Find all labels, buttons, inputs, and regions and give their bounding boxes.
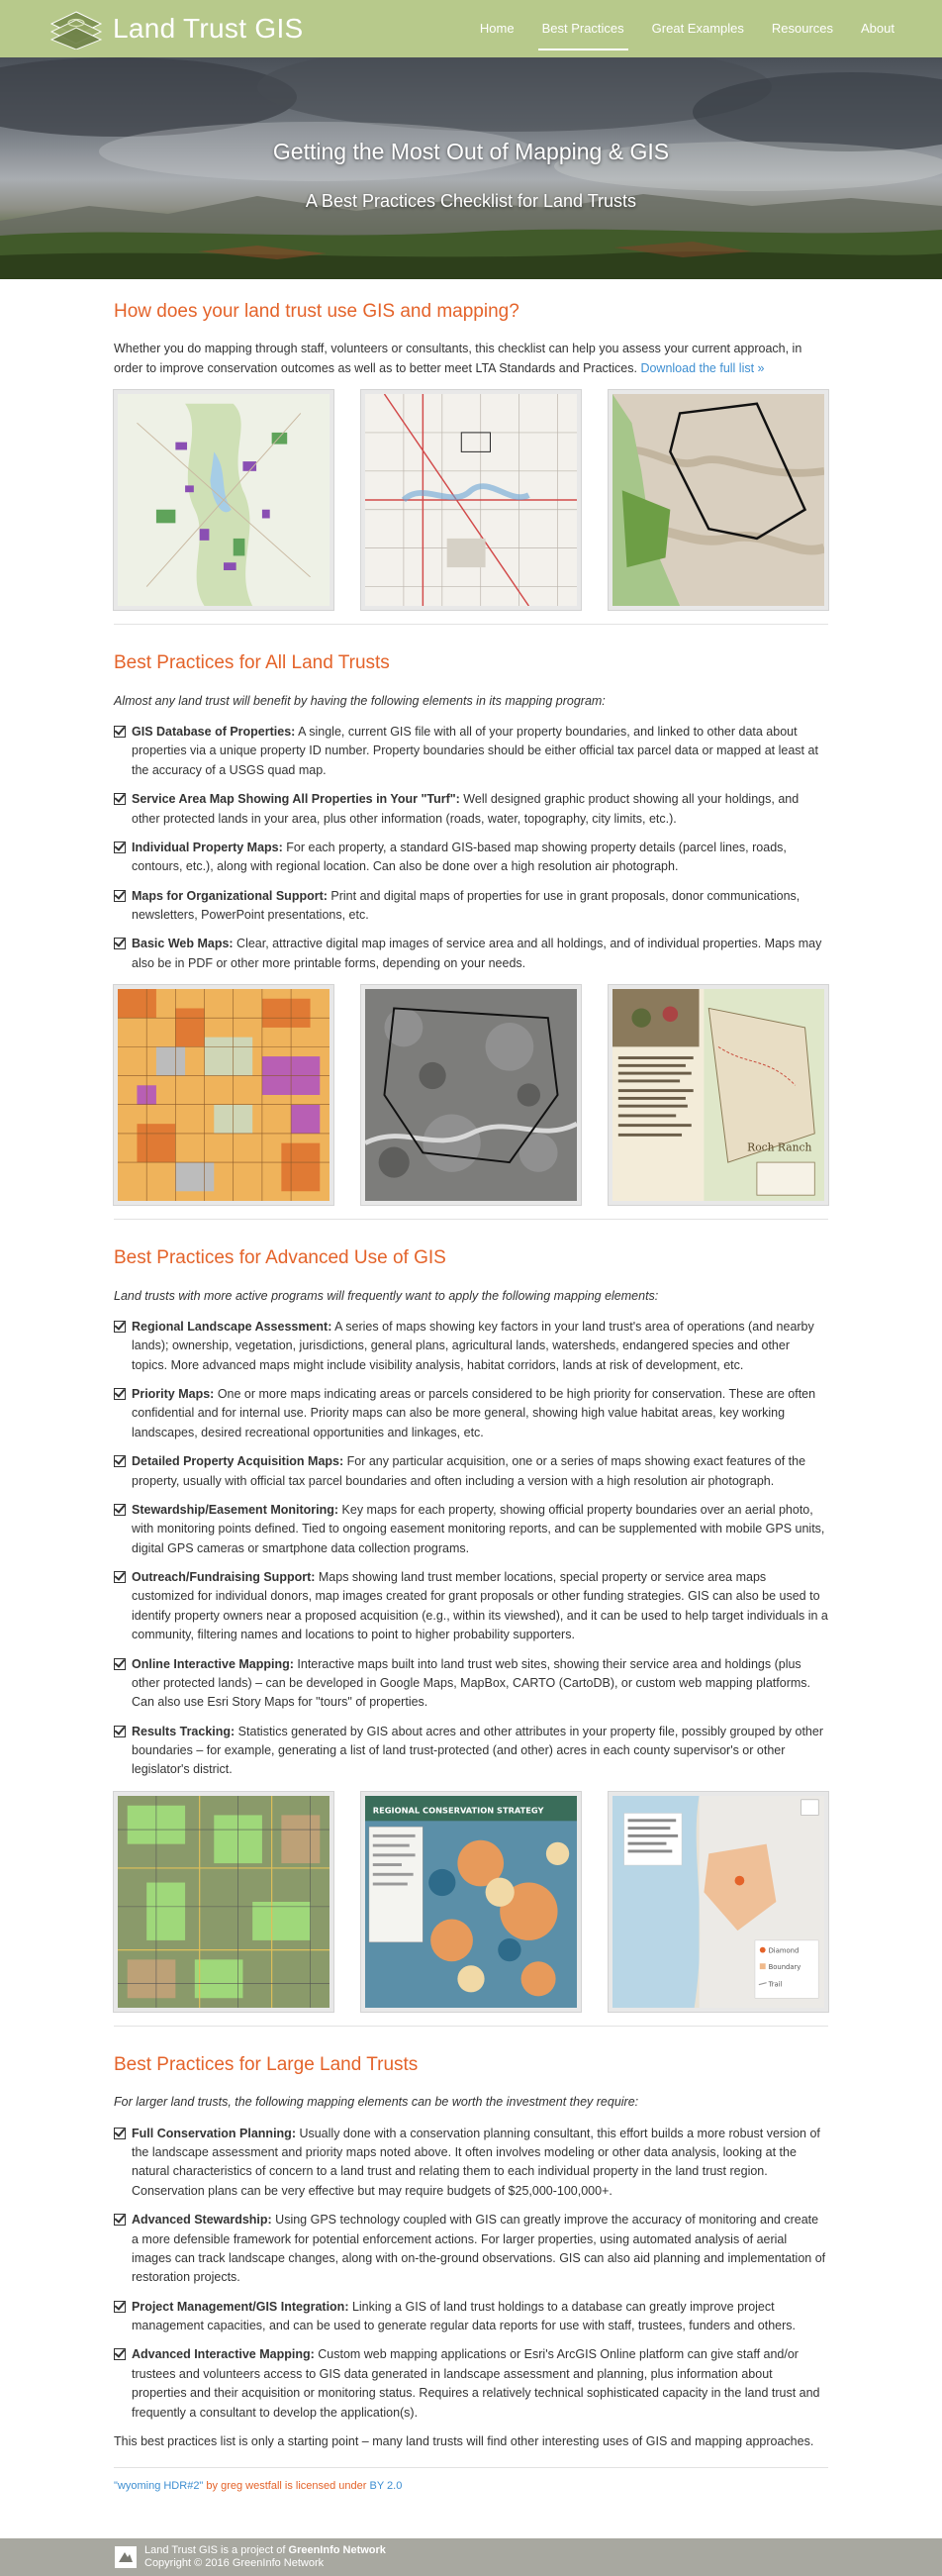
checkbox-icon [114, 1321, 126, 1333]
item-text: Statistics generated by GIS about acres and other attributes in your property file, possibly grouped by other boundaries – for example, generating a list of land trust-protected (and other) acres in each county supervisor's or other legislator's district. [132, 1724, 823, 1777]
list-item [114, 790, 828, 829]
thumb-regional-map[interactable] [114, 390, 333, 610]
legend-trail: Trail [768, 1980, 783, 1989]
intro-title: How does your land trust use GIS and mapping? [114, 301, 519, 322]
item-label: Basic Web Maps: [132, 937, 234, 951]
item-label: Project Management/GIS Integration: [132, 2299, 349, 2314]
checkbox-icon [114, 726, 126, 738]
map-image [118, 394, 330, 606]
item-text: Linking a GIS of land trust holdings to a database can greatly improve project management capacities, and can be used to generate regular data reports for use with staff, trustees, funders and others. [132, 2299, 797, 2332]
item-text: For each property, a standard GIS-based map showing property details (parcel lines, roads, contours, etc.), along with regional location. Can also be done over a high resolution air photograph. [132, 840, 787, 874]
intro-body: Whether you do mapping through staff, volunteers or consultants, this checklist can help you assess your current approach, in order to improve conservation outcomes as well as to better meet LTA Standards and Practices. [114, 342, 802, 375]
item-label: Maps for Organizational Support: [132, 888, 328, 903]
checkbox-icon [114, 1658, 126, 1670]
photo-source-link[interactable]: "wyoming HDR#2" [114, 2480, 204, 2493]
checkbox-icon [114, 1571, 126, 1583]
item-text: Using GPS technology coupled with GIS can greatly improve the accuracy of monitoring and create a more defensible framework for potential enforcement actions. For larger properties, using automated analysis of aerial images can track landscape changes, along with on-the-ground observations. GIS can also aid planning and implementation of restoration projects. [132, 2213, 826, 2285]
legend-diamond: Diamond [768, 1946, 800, 1955]
map-image [118, 1796, 330, 2008]
item-text: Well designed graphic product showing all your holdings, and other protected lands in your area, plus other information (roads, water, topography, city limits, etc.). [132, 792, 800, 826]
list-item [114, 2125, 828, 2202]
checkbox-icon [114, 2128, 126, 2139]
item-text: A series of maps showing key factors in your land trust's area of operations (and nearby lands); ownership, vegetation, jurisdictions, general plans, agricultural lands, watersheds, endangered species and other topics. More advanced maps might include visibility analysis, habitat corridors, lands at risk of development, etc. [132, 1319, 814, 1372]
item-label: GIS Database of Properties: [132, 725, 296, 739]
item-text: Print and digital maps of properties for use in grant proposals, donor communications, newsletters, PowerPoint presentations, etc. [132, 888, 801, 922]
footer-project-text: Land Trust GIS is a project of [144, 2543, 289, 2556]
thumb-property-map[interactable] [361, 390, 581, 610]
separator [114, 1219, 828, 1220]
greeninfo-link[interactable]: GreenInfo Network [288, 2543, 386, 2556]
map-image [612, 1796, 824, 2008]
brochure-title: Roch Ranch [747, 1140, 812, 1154]
item-text: Custom web mapping applications or Esri's ArcGIS Online platform can give staff and/or trustees and volunteers access to GIS data generated in landscape assessment and planning, plus information about properties and their acquisition or monitoring status. Requires a relatively technical sophisticated capacity in the land trust and frequently a consultant to develop the application(s). [132, 2347, 820, 2420]
checkbox-icon [114, 842, 126, 853]
item-text: A single, current GIS file with all of your property boundaries, and linked to other data about properties via a unique property ID number. Property boundaries should be either official tax parcel data or mapped at least at the accuracy of a USGS quad map. [132, 725, 818, 777]
item-label: Priority Maps: [132, 1387, 215, 1402]
hero-title: Getting the Most Out of Mapping & GIS [272, 139, 670, 164]
item-label: Service Area Map Showing All Properties in Your "Turf": [132, 792, 460, 807]
top-navbar [0, 0, 942, 57]
list-item [114, 839, 828, 877]
item-text: Clear, attractive digital map images of service area and all holdings, and of individual properties. Maps may also be in PDF or other more printable forms, depending on your needs. [132, 937, 822, 970]
separator [114, 2467, 828, 2468]
map-image [118, 989, 330, 1201]
list-item [114, 935, 828, 973]
checkbox-icon [114, 1726, 126, 1737]
item-label: Advanced Stewardship: [132, 2213, 272, 2228]
map-title: REGIONAL CONSERVATION STRATEGY [372, 1805, 544, 1816]
thumb-parcel-map[interactable] [114, 985, 333, 1205]
map-image [612, 394, 824, 606]
nav-about[interactable]: About [861, 20, 895, 36]
map-image [365, 989, 577, 1201]
nav-resources[interactable]: Resources [771, 20, 834, 36]
item-text: Maps showing land trust member locations, special property or service area maps customized for individual donors, map images created for grant proposals or other funding strategies. GIS can also be used to identify property owners near a proposed acquisition (e.g., within its viewshed), and it can be used to help target individuals in a community, filtering names and locations to point to higher probability supporters. [132, 1570, 828, 1642]
list-item [114, 1452, 828, 1491]
thumb-interactive-web-map[interactable] [609, 1792, 828, 2012]
item-label: Full Conservation Planning: [132, 2126, 296, 2140]
list-item [114, 1568, 828, 1645]
separator [114, 624, 828, 625]
checkbox-icon [114, 1455, 126, 1467]
list-item [114, 1723, 828, 1780]
item-label: Individual Property Maps: [132, 840, 283, 854]
checkbox-icon [114, 890, 126, 902]
section-all-intro: Almost any land trust will benefit by having the following elements in its mapping program: [114, 693, 606, 708]
footer-text [144, 2544, 386, 2572]
land-trust-logo-icon [47, 8, 105, 50]
checkbox-icon [114, 2348, 126, 2360]
checkbox-icon [114, 1388, 126, 1400]
list-item [114, 887, 828, 926]
checklist-large [114, 2125, 828, 2423]
item-text: For any particular acquisition, one or a series of maps showing exact features of the property, usually with official tax parcel boundaries and often including a version with a high resolution air photograph. [132, 1454, 806, 1488]
item-text: Interactive maps built into land trust web sites, showing their service area and holdings (plus other protected lands) – can be developed in Google Maps, MapBox, CARTO (CartoDB), or custom web mapping platforms. Can also use Esri Story Maps for "tours" of properties. [132, 1656, 810, 1710]
list-item [114, 2345, 828, 2423]
thumb-farmland-map[interactable] [114, 1792, 333, 2012]
section-large-intro: For larger land trusts, the following mapping elements can be worth the investment they require: [114, 2095, 639, 2110]
item-label: Regional Landscape Assessment: [132, 1319, 332, 1334]
hero-banner [0, 57, 942, 279]
brand[interactable] [47, 7, 304, 50]
list-item [114, 2298, 828, 2336]
gallery-all [114, 985, 828, 1205]
greeninfo-logo-icon[interactable] [115, 2546, 137, 2568]
brand-title: Land Trust GIS [113, 13, 304, 45]
credit-text: by greg westfall is licensed under [203, 2480, 370, 2493]
list-item [114, 1385, 828, 1442]
map-image [612, 989, 824, 1201]
thumb-aerial-map[interactable] [361, 985, 581, 1205]
list-item [114, 723, 828, 780]
separator [114, 2026, 828, 2027]
checkbox-icon [114, 2301, 126, 2313]
item-label: Results Tracking: [132, 1724, 236, 1738]
list-item [114, 1501, 828, 1558]
section-advanced-title: Best Practices for Advanced Use of GIS [114, 1247, 446, 1269]
gallery-intro [114, 390, 828, 610]
item-text: One or more maps indicating areas or parcels considered to be high priority for conservation. These are often confidential and for internal use. Priority maps can also be more general, showing high value habitat areas, key working landscapes, desired recreational opportunities and linkages, etc. [132, 1387, 816, 1439]
thumb-terrain-map[interactable] [609, 390, 828, 610]
license-link[interactable]: BY 2.0 [369, 2480, 403, 2493]
legend-boundary: Boundary [768, 1962, 801, 1971]
checklist-advanced [114, 1318, 828, 1780]
main-nav [470, 13, 904, 45]
footer [0, 2538, 942, 2576]
checklist-all [114, 723, 828, 973]
section-large-title: Best Practices for Large Land Trusts [114, 2053, 419, 2075]
section-all-title: Best Practices for All Land Trusts [114, 652, 390, 674]
hero-subtitle: A Best Practices Checklist for Land Trusts [305, 190, 637, 211]
thumb-conservation-strategy-map[interactable] [361, 1792, 581, 2012]
map-image [365, 1796, 577, 2008]
item-text: Key maps for each property, showing official property boundaries over an aerial photo, with monitoring points defined. Tied to ongoing easement monitoring reports, and can be supplemented with mobile GPS units, digital GPS cameras or smartphone data collection programs. [132, 1502, 825, 1555]
main-content [114, 279, 828, 2538]
photo-credit [114, 2478, 828, 2538]
list-item [114, 2211, 828, 2288]
item-label: Detailed Property Acquisition Maps: [132, 1454, 344, 1469]
nav-best-practices[interactable]: Best Practices [532, 13, 634, 45]
checkbox-icon [114, 793, 126, 805]
item-label: Stewardship/Easement Monitoring: [132, 1502, 339, 1517]
map-image [365, 394, 577, 606]
footer-copyright: Copyright © 2016 GreenInfo Network [144, 2557, 325, 2570]
item-label: Outreach/Fundraising Support: [132, 1570, 316, 1585]
nav-great-examples[interactable]: Great Examples [651, 20, 744, 36]
item-text: Usually done with a conservation planning consultant, this effort builds a more robust version of the landscape assessment and priority maps noted above. It often involves modeling or other data analysis, looking at the natural characteristics of concern to a land trust and relating them to each individual property in the land trust region. Conservation plans can be very effective but may require budgets of $25,000-100,000+. [132, 2126, 820, 2198]
gallery-advanced [114, 1792, 828, 2012]
item-label: Advanced Interactive Mapping: [132, 2347, 315, 2362]
intro-text [114, 340, 828, 378]
thumb-brochure-map[interactable] [609, 985, 828, 1205]
section-advanced-intro: Land trusts with more active programs will frequently want to apply the following mapping elements: [114, 1288, 659, 1303]
checkbox-icon [114, 2214, 126, 2226]
footer-line-1 [144, 2544, 386, 2558]
download-full-list-link[interactable]: Download the full list » [640, 360, 765, 375]
nav-home[interactable]: Home [479, 20, 515, 36]
list-item [114, 1318, 828, 1375]
checkbox-icon [114, 1504, 126, 1516]
item-label: Online Interactive Mapping: [132, 1656, 294, 1671]
checkbox-icon [114, 938, 126, 949]
closing-text: This best practices list is only a starting point – many land trusts will find other interesting uses of GIS and mapping approaches. [114, 2433, 814, 2448]
list-item [114, 1655, 828, 1713]
